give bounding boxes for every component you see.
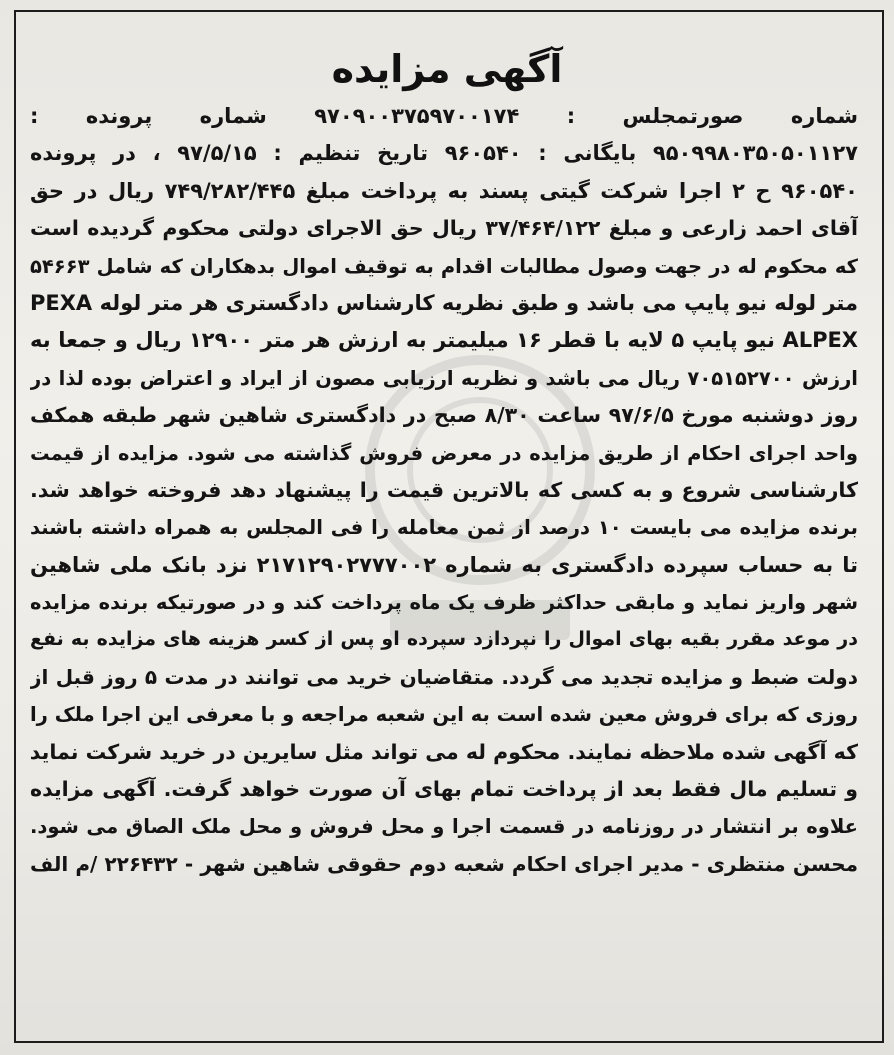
notice-signature-line: محسن منتظری - مدیر اجرای احکام شعبه دوم حقوقی شاهین شهر - ۲۲۶۴۳۲ /م الف [30,851,858,876]
notice-line: که آگهی شده ملاحظه نمایند. محکوم له می تواند مثل سایرین در خرید شرکت نماید [30,739,858,764]
notice-line: ارزش ۷۰۵۱۵۲۷۰۰ ریال می باشد و نظریه ارزیابی مصون از ایراد و اعتراض بوده لذا در [30,366,858,390]
notice-line: ALPEX نیو پایپ ۵ لایه با قطر ۱۶ میلیمتر به ارزش هر متر ۱۲۹۰۰ ریال و جمعا به [30,328,858,353]
notice-line: ۹۵۰۹۹۸۰۳۵۰۵۰۱۱۲۷ بایگانی : ۹۶۰۵۴۰ تاریخ تنظیم : ۹۷/۵/۱۵ ، در پرونده [30,141,858,166]
notice-line: شماره صورتمجلس : ۹۷۰۹۰۰۳۷۵۹۷۰۰۱۷۴ شماره پرونده : [30,104,858,128]
notice-line: آقای احمد زارعی و مبلغ ۳۷/۴۶۴/۱۲۲ ریال حق الاجرای دولتی محکوم گردیده است [30,216,858,241]
notice-line: شهر واریز نماید و مابقی حداکثر ظرف یک ماه پرداخت کند و در صورتیکه برنده مزایده [30,591,858,615]
notice-line: و تسلیم مال فقط بعد از پرداخت تمام بهای آن صورت خواهد گرفت. آگهی مزایده [30,777,858,802]
notice-line: روز دوشنبه مورخ ۹۷/۶/۵ ساعت ۸/۳۰ صبح در دادگستری شاهین شهر طبقه همکف [30,403,858,428]
notice-line: واحد اجرای احکام از طریق مزایده در معرض فروش گذاشته می شود. مزایده از قیمت [30,441,858,465]
notice-line: متر لوله نیو پایپ می باشد و طبق نظریه کارشناس دادگستری هر متر لوله PEXA [30,290,858,315]
notice-body [30,98,858,883]
notice-line: برنده مزایده می بایست ۱۰ درصد از ثمن معامله را فی المجلس به همراه داشته باشند [30,516,858,540]
notice-line: روزی که برای فروش معین شده است به این شعبه مراجعه و با معرفی این اجرا ملک را [30,703,858,727]
notice-title: آگهی مزایده [331,47,563,91]
notice-line: که محکوم له در جهت وصول مطالبات اقدام به توقیف اموال بدهکاران که شامل ۵۴۶۶۳ [30,254,858,278]
notice-line: ۹۶۰۵۴۰ ح ۲ اجرا شرکت گیتی پسند به پرداخت مبلغ ۷۴۹/۲۸۲/۴۴۵ ریال در حق [30,178,858,203]
notice-line: در موعد مقرر بقیه بهای اموال را نپردازد سپرده او پس از کسر هزینه های مزایده به نفع [30,628,858,651]
notice-line: دولت ضبط و مزایده تجدید می گردد. متقاضیان خرید می توانند در مدت ۵ روز قبل از [30,664,858,689]
notice-line: علاوه بر انتشار در روزنامه در قسمت اجرا و محل فروش و محل ملک الصاق می شود. [30,815,858,839]
notice-line: کارشناسی شروع و به کسی که بالاترین قیمت را پیشنهاد دهد فروخته خواهد شد. [30,477,858,502]
notice-line: تا به حساب سپرده دادگستری به شماره ۲۱۷۱۲۹۰۲۷۷۷۰۰۲ نزد بانک ملی شاهین [30,552,858,577]
